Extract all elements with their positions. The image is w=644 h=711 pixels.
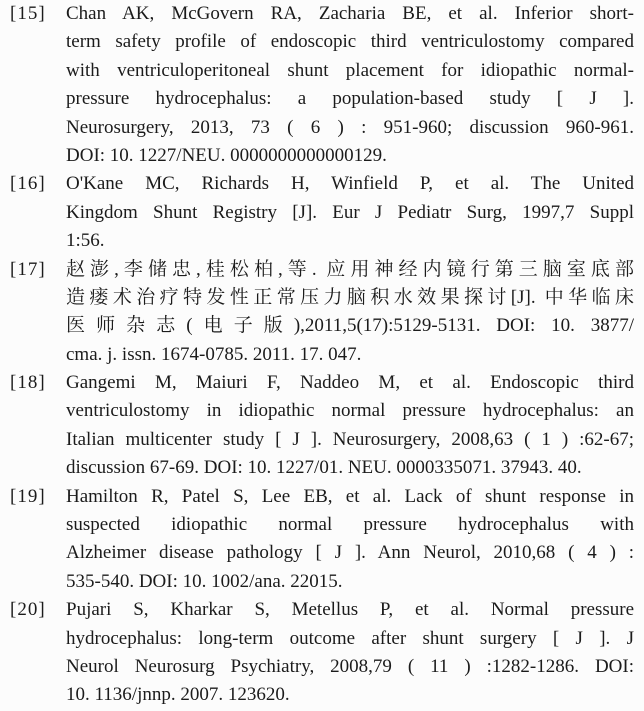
reference-list xyxy=(10,0,634,710)
reference-citation xyxy=(66,170,634,255)
reference-line: cma. j. issn. 1674-0785. 2011. 17. 047. xyxy=(66,343,362,365)
reference-item xyxy=(10,256,634,370)
reference-line: DOI: 10. 1227/NEU. 0000000000000129. xyxy=(66,144,387,166)
reference-item xyxy=(10,170,634,255)
reference-line: discussion 67-69. DOI: 10. 1227/01. NEU. 0000335071. 37943. 40. xyxy=(66,457,582,479)
reference-line: 10. 1136/jnnp. 2007. 123620. xyxy=(66,684,290,706)
reference-line: with ventriculoperitoneal shunt placement for idiopathic normal- xyxy=(66,59,634,81)
reference-line: Pujari S, Kharkar S, Metellus P, et al. Normal pressure xyxy=(66,599,634,621)
reference-citation xyxy=(66,596,634,710)
reference-line: 医师杂志(电子版),2011,5(17):5129-5131. DOI: 10. 3877/ xyxy=(66,315,634,337)
reference-line: 造瘘术治疗特发性正常压力脑积水效果探讨[J]. 中华临床 xyxy=(66,286,634,308)
reference-line: suspected idiopathic normal pressure hydrocephalus with xyxy=(66,514,634,536)
reference-line: Chan AK, McGovern RA, Zacharia BE, et al. Inferior short- xyxy=(66,3,634,24)
reference-line: Italian multicenter study [ J ]. Neurosurgery, 2008,63 ( 1 ) :62-67; xyxy=(66,428,634,450)
reference-number: [16] xyxy=(10,173,46,195)
reference-item xyxy=(10,483,634,597)
reference-citation xyxy=(66,0,634,170)
reference-item xyxy=(10,369,634,483)
reference-citation xyxy=(66,256,634,370)
reference-line: 535-540. DOI: 10. 1002/ana. 22015. xyxy=(66,570,343,592)
reference-line: hydrocephalus: long-term outcome after shunt surgery [ J ]. J xyxy=(66,627,634,649)
reference-line: 赵澎,李储忠,桂松柏,等. 应用神经内镜行第三脑室底部 xyxy=(66,258,634,280)
reference-number: [18] xyxy=(10,372,46,394)
reference-line: pressure hydrocephalus: a population-based study [ J ]. xyxy=(66,88,634,110)
reference-line: Kingdom Shunt Registry [J]. Eur J Pediatr Surg, 1997,7 Suppl xyxy=(66,201,634,223)
reference-number: [15] xyxy=(10,3,46,24)
reference-line: O'Kane MC, Richards H, Winfield P, et al. The United xyxy=(66,173,634,195)
reference-item xyxy=(10,596,634,710)
reference-item xyxy=(10,0,634,170)
reference-line: Hamilton R, Patel S, Lee EB, et al. Lack of shunt response in xyxy=(66,485,634,507)
reference-number: [17] xyxy=(10,258,46,280)
reference-line: Alzheimer disease pathology [ J ]. Ann Neurol, 2010,68 ( 4 ) : xyxy=(66,542,634,564)
reference-citation xyxy=(66,483,634,597)
reference-line: Neurol Neurosurg Psychiatry, 2008,79 ( 11 ) :1282-1286. DOI: xyxy=(66,655,634,677)
reference-citation xyxy=(66,369,634,483)
reference-line: Gangemi M, Maiuri F, Naddeo M, et al. Endoscopic third xyxy=(66,372,634,394)
reference-line: ventriculostomy in idiopathic normal pressure hydrocephalus: an xyxy=(66,400,634,422)
reference-number: [19] xyxy=(10,485,46,507)
reference-line: Neurosurgery, 2013, 73 ( 6 ) : 951-960; discussion 960-961. xyxy=(66,116,634,138)
reference-number: [20] xyxy=(10,599,46,621)
reference-line: term safety profile of endoscopic third ventriculostomy compared xyxy=(66,31,634,53)
reference-line: 1:56. xyxy=(66,230,105,252)
